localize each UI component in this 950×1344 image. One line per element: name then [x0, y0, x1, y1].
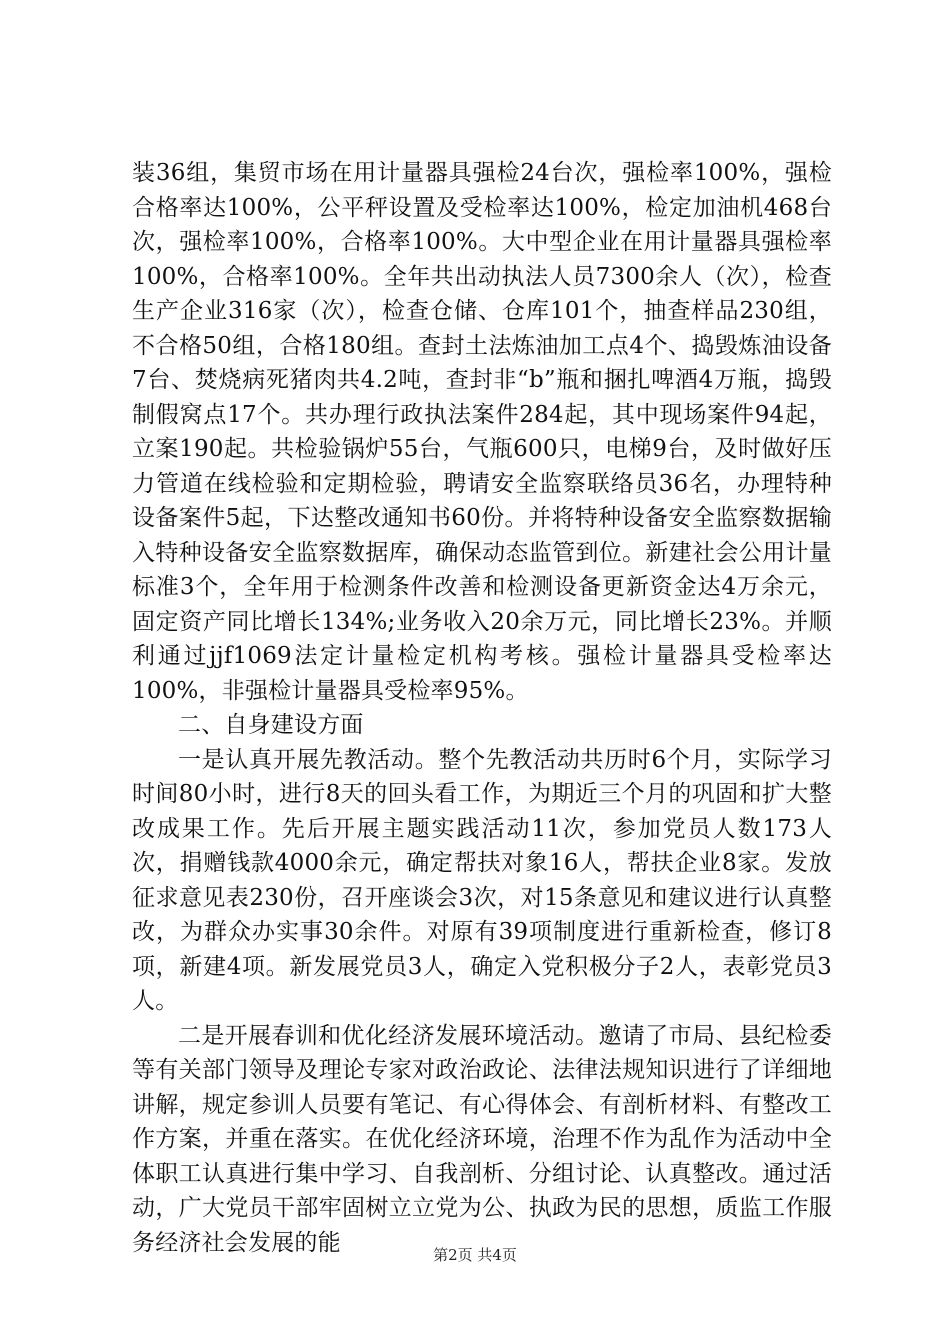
paragraph-continuation: 装36组，集贸市场在用计量器具强检24台次，强检率100%，强检合格率达100%，公平秤设置及受检率达100%，检定加油机468台次，强检率100%，合格率100%。大中型企业在用计量器具强检率100%，合格率100%。全年共出动执法人员7300余人（次），检查生产企业316家（次），检查仓储、仓库101个，抽查样品230组，不合格50组，合格180组。查封土法炼油加工点4个、捣毁炼油设备7台、焚烧病死猪肉共4.2吨，查封非“b”瓶和捆扎啤酒4万瓶，捣毁制假窝点17个。共办理行政执法案件284起，其中现场案件94起，立案190起。共检验锅炉55台，气瓶600只，电梯9台，及时做好压力管道在线检验和定期检验，聘请安全监察联络员36名，办理特种设备案件5起，下达整改通知书60份。并将特种设备安全监察数据输入特种设备安全监察数据库，确保动态监管到位。新建社会公用计量标准3个，全年用于检测条件改善和检测设备更新资金达4万余元，固定资产同比增长134%;业务收入20余万元，同比增长23%。并顺利通过jjf1069法定计量检定机构考核。强检计量器具受检率达100%，非强检计量器具受检率95%。	[132, 160, 833, 704]
paragraph-second-point: 二是开展春训和优化经济发展环境活动。邀请了市局、县纪检委等有关部门领导及理论专家对政治政论、法律法规知识进行了详细地讲解，规定参训人员要有笔记、有心得体会、有剖析材料、有整改工作方案，并重在落实。在优化经济环境，治理不作为乱作为活动中全体职工认真进行集中学习、自我剖析、分组讨论、认真整改。通过活动，广大党员干部牢固树立立党为公、执政为民的思想，质监工作服务经济社会发展的能	[132, 1022, 832, 1256]
section-heading: 二、自身建设方面	[178, 712, 364, 738]
document-body	[132, 156, 832, 1260]
page-footer: 第2页 共4页	[433, 1246, 517, 1264]
paragraph-first-point: 一是认真开展先教活动。整个先教活动共历时6个月，实际学习时间80小时，进行8天的回头看工作，为期近三个月的巩固和扩大整改成果工作。先后开展主题实践活动11次，参加党员人数173人次，捐赠钱款4000余元，确定帮扶对象16人，帮扶企业8家。发放征求意见表230份，召开座谈会3次，对15条意见和建议进行认真整改，为群众办实事30余件。对原有39项制度进行重新检查，修订8项，新建4项。新发展党员3人，确定入党积极分子2人，表彰党员3人。	[132, 746, 832, 1014]
